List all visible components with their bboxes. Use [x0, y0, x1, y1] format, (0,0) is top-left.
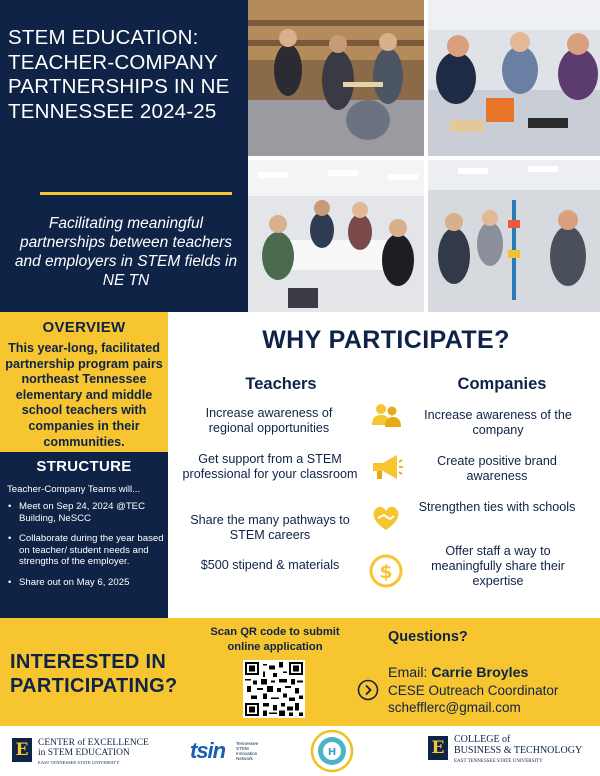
list-item: • Meet on Sep 24, 2024 @TEC Building, NeSCC [8, 501, 164, 524]
photo-students-building [428, 160, 600, 312]
tsin-sub-line: Innovation [236, 751, 258, 756]
cbt-line2: BUSINESS & TECHNOLOGY [454, 745, 583, 756]
email-label: Email: [388, 665, 432, 681]
company-benefit: Increase awareness of the company [424, 408, 572, 437]
structure-panel [0, 452, 168, 618]
overview-body: This year-long, facilitated partnership program pairs northeast Tennessee elementary and middle school teachers with companies in their communities. [5, 341, 163, 449]
contact-email[interactable]: schefflerc@gmail.com [388, 700, 521, 715]
tsin-sub [236, 741, 258, 761]
qr-code[interactable] [243, 660, 305, 718]
teachers-heading: Teachers [245, 375, 317, 393]
cese-logo [12, 736, 162, 770]
logo-bar [0, 726, 600, 776]
company-benefit: Offer staff a way to meaningfully share their expertise [431, 544, 565, 588]
overview-panel [0, 312, 168, 452]
structure-list [8, 501, 164, 589]
scan-instructions: Scan QR code to submit online application [210, 626, 340, 653]
megaphone-icon [369, 450, 403, 484]
cbt-line1: COLLEGE of [454, 734, 511, 745]
handshake-heart-icon [369, 500, 403, 534]
svg-text:$: $ [379, 561, 393, 583]
divider [40, 192, 232, 195]
header-panel [0, 0, 248, 312]
tsin-sub-line: Tennessee [236, 741, 259, 746]
why-participate-heading: WHY PARTICIPATE? [262, 326, 510, 354]
companies-heading: Companies [457, 375, 547, 393]
list-item: • Collaborate during the year based on teacher/ student needs and strengths of the employer. [8, 533, 164, 568]
tsin-sub-line: STEM [236, 746, 249, 751]
contact-info [388, 664, 558, 716]
structure-heading: STRUCTURE [36, 458, 132, 475]
page-title: STEM EDUCATION: TEACHER-COMPANY PARTNERSHIPS IN NE TENNESSEE 2024-25 [8, 26, 230, 123]
photo-classroom-activity [248, 0, 424, 156]
cbt-line3: EAST TENNESSEE STATE UNIVERSITY [454, 759, 543, 764]
company-benefit: Create positive brand awareness [437, 454, 557, 483]
cese-line1: CENTER of EXCELLENCE [38, 738, 149, 748]
stem-hub-seal-icon [310, 729, 354, 773]
tsin-sub-line: Network [236, 756, 253, 761]
etsu-e-icon: E [12, 738, 32, 762]
cese-line3: EAST TENNESSEE STATE UNIVERSITY [38, 760, 120, 765]
dollar-coin-icon [369, 554, 403, 588]
teacher-benefit: $500 stipend & materials [200, 558, 340, 572]
interested-heading: INTERESTED IN PARTICIPATING? [10, 651, 178, 697]
teacher-benefit: Get support from a STEM professional for your classroom [182, 452, 358, 481]
chevron-right-icon [357, 679, 379, 701]
teacher-benefit: Share the many pathways to STEM careers [190, 513, 350, 542]
cese-line2: in STEM EDUCATION [38, 748, 130, 758]
cbt-logo [428, 734, 588, 772]
tagline: Facilitating meaningful partnerships between teachers and employers in STEM fields in NE TN [14, 215, 238, 289]
people-icon [369, 398, 403, 432]
contact-name: Carrie Broyles [431, 665, 529, 681]
tsin-logo [190, 738, 270, 766]
questions-heading: Questions? [388, 629, 468, 645]
list-item: • Share out on May 6, 2025 [8, 577, 164, 589]
structure-intro: Teacher-Company Teams will... [7, 484, 141, 495]
photo-group-discussion [248, 160, 424, 312]
photo-team-meeting [428, 0, 600, 156]
contact-title: CESE Outreach Coordinator [388, 683, 559, 698]
svg-text:H: H [327, 747, 337, 758]
teacher-benefit: Increase awareness of regional opportunities [205, 406, 333, 435]
tsin-wordmark: tsin [190, 738, 226, 763]
overview-heading: OVERVIEW [42, 319, 126, 336]
company-benefit: Strengthen ties with schools [418, 500, 576, 514]
etsu-e-icon: E [428, 736, 448, 760]
